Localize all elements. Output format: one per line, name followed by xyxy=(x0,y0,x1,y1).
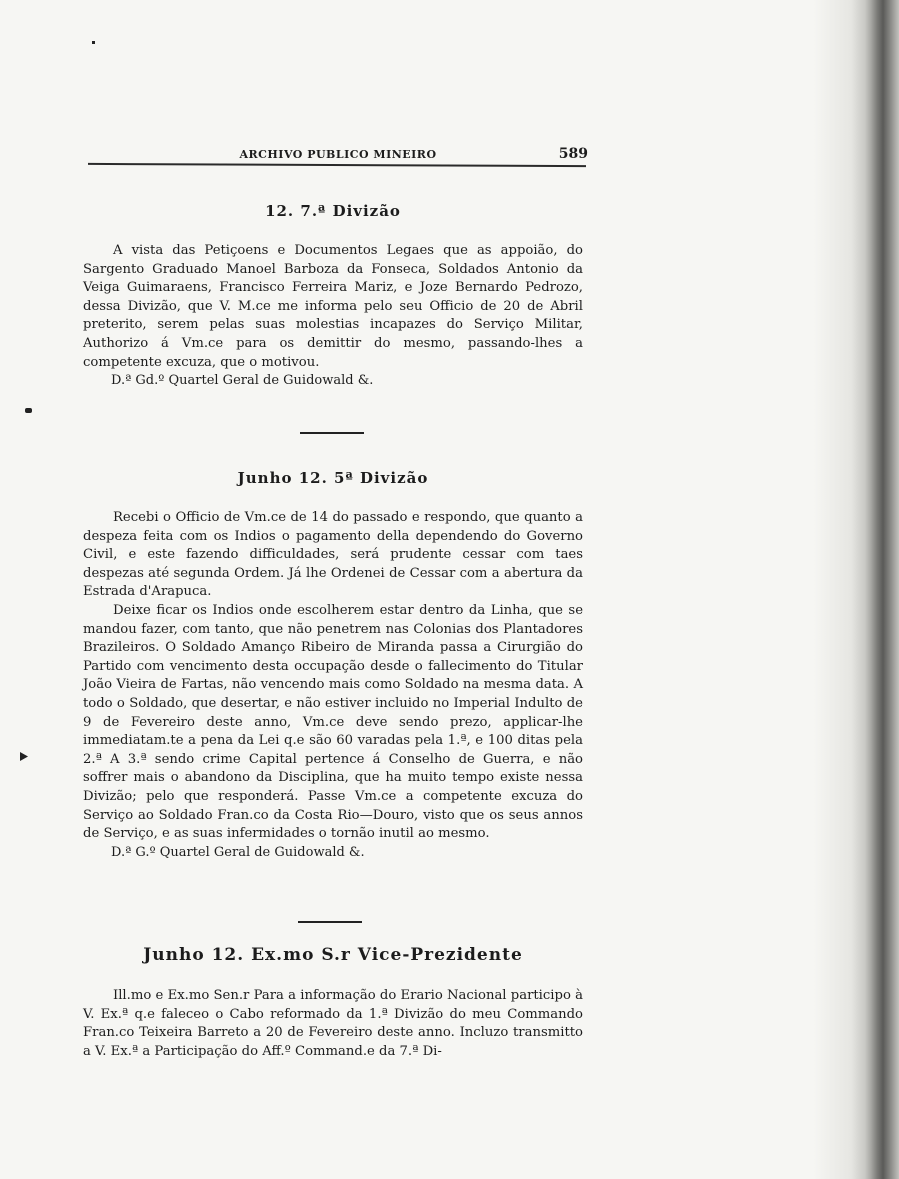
section-divider xyxy=(298,921,362,923)
running-title: ARCHIVO PUBLICO MINEIRO xyxy=(239,148,437,161)
entry-paragraph: A vista das Petiçoens e Documentos Legaes que as appoião, do Sargento Graduado Manoel Barboza da Fonseca, Soldados Antonio da Veiga Guimaraens, Francisco Ferreira Mariz, e Joze Bernardo Pedrozo, dessa Divizão, que V. M.ce me informa pelo seu Officio de 20 de Abril preterito, serem pelas suas molestias incapazes do Serviço Militar, Authorizo á Vm.ce para os demittir do mesmo, passando-lhes a competente excuza, que o motivou. xyxy=(83,243,583,370)
entry-vice-prezidente xyxy=(83,945,583,1061)
entry-signature: D.ª Gd.º Quartel Geral de Guidowald &. xyxy=(111,373,374,389)
entry-heading: Junho 12. 5ª Divizão xyxy=(237,469,429,487)
margin-mark xyxy=(25,408,32,413)
margin-mark xyxy=(20,752,28,761)
entry-paragraph: Recebi o Officio de Vm.ce de 14 do passado e respondo, que quanto a despeza feita com os Indios o pagamento della dependendo do Governo Civil, e este fazendo difficuldades, será prudente cessar com taes despezas até segunda Ordem. Já lhe Ordenei de Cessar com a abertura da Estrada d'Arapuca. xyxy=(83,510,583,600)
entry-7a-divizao xyxy=(83,202,583,391)
book-spine-shadow xyxy=(813,0,899,1179)
entry-heading: Junho 12. Ex.mo S.r Vice-Prezidente xyxy=(143,945,523,965)
entry-paragraph: Deixe ficar os Indios onde escolherem estar dentro da Linha, que se mandou fazer, com tanto, que não penetrem nas Colonias dos Plantadores Brazileiros. O Soldado Amanço Ribeiro de Miranda passa a Cirurgião do Partido com vencimento desta occupação desde o fallecimento do Titular João Vieira de Fartas, não vencendo mais como Soldado na mesma data. A todo o Soldado, que desertar, e não estiver incluido no Imperial Indulto de 9 de Fevereiro deste anno, Vm.ce deve sendo prezo, applicar-lhe immediatam.te a pena da Lei q.e são 60 varadas pela 1.ª, e 100 ditas pela 2.ª A 3.ª sendo crime Capital pertence á Conselho de Guerra, e não soffrer mais o abandono da Disciplina, que ha muito tempo existe nessa Divizão; pelo que responderá. Passe Vm.ce a competente excuza do Serviço ao Soldado Fran.co da Costa Rio—Douro, visto que os seus annos de Serviço, e as suas infermidades o tornão inutil ao mesmo. xyxy=(83,602,583,842)
page-header xyxy=(88,146,588,164)
section-divider xyxy=(300,432,364,434)
entry-5a-divizao xyxy=(83,469,583,862)
entry-heading: 12. 7.ª Divizão xyxy=(265,202,401,220)
entry-signature: D.ª G.º Quartel Geral de Guidowald &. xyxy=(111,844,365,860)
page-number: 589 xyxy=(558,146,588,162)
entry-paragraph: Ill.mo e Ex.mo Sen.r Para a informação do Erario Nacional participo à V. Ex.ª q.e faleceo o Cabo reformado da 1.ª Divizão do meu Commando Fran.co Teixeira Barreto a 20 de Fevereiro deste anno. Incluzo transmitto a V. Ex.ª a Participação do Aff.º Command.e da 7.ª Di- xyxy=(83,988,583,1059)
ink-speck xyxy=(92,41,95,44)
